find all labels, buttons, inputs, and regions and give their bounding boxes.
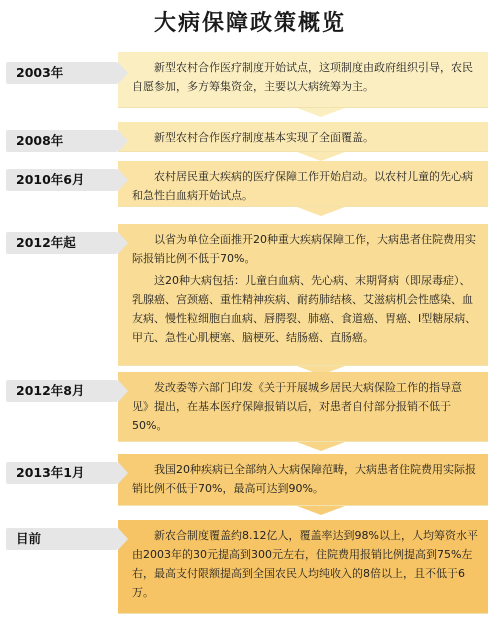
timeline-period-label: 目前 [6,528,118,550]
down-arrow-icon [297,108,345,117]
timeline-period-label: 2010年6月 [6,169,118,191]
description-paragraph: 新农合制度覆盖约8.12亿人，覆盖率达到98%以上，人均筹资水平由2003年的30元提高到300元左右，住院费用报销比例提高到75%左右，最高支付限额提高到全国农民人均纯收入的8倍以上，且不低于6万。 [132,529,478,599]
description-paragraph: 这20种大病包括：儿童白血病、先心病、末期肾病（即尿毒症）、乳腺癌、宫颈癌、重性精神疾病、耐药肺结核、艾滋病机会性感染、血友病、慢性粒细胞白血病、唇腭裂、肺癌、食道癌、胃癌、I型糖尿病、甲亢、急性心肌梗塞、脑梗死、结肠癌、直肠癌。 [132,274,477,344]
down-arrow-icon [297,207,345,216]
timeline-period-label: 2012年起 [6,232,118,254]
timeline-description [118,52,488,108]
description-paragraph: 以省为单位全面推开20种重大疾病保障工作，大病患者住院费用实际报销比例不低于70%。 [132,233,476,265]
description-paragraph: 农村居民重大疾病的医疗保障工作开始启动。以农村儿童的先心病和急性白血病开始试点。 [132,170,473,202]
timeline-period-label: 2013年1月 [6,462,118,484]
down-arrow-icon [297,442,345,451]
description-paragraph: 我国20种疾病已全部纳入大病保障范畴，大病患者住院费用实际报销比例不低于70%，最高可达到90%。 [132,463,476,495]
down-arrow-icon [297,152,345,161]
timeline-description [118,454,488,506]
description-paragraph: 新型农村合作医疗制度开始试点，这项制度由政府组织引导，农民自愿参加，多方筹集资金，主要以大病统筹为主。 [132,61,473,93]
timeline-period-label: 2008年 [6,130,118,152]
description-paragraph: 新型农村合作医疗制度基本实现了全面覆盖。 [154,131,374,144]
timeline-description [118,520,488,614]
timeline-description [118,224,488,366]
down-arrow-icon [297,506,345,515]
description-paragraph: 发改委等六部门印发《关于开展城乡居民大病保险工作的指导意见》提出，在基本医疗保障报销以后，对患者自付部分报销不低于50%。 [132,381,462,432]
timeline-period-label: 2012年8月 [6,380,118,402]
timeline-description [118,372,488,442]
page-title: 大病保障政策概览 [153,11,346,36]
timeline-period-label: 2003年 [6,62,118,84]
timeline-description [118,122,488,152]
timeline-description [118,161,488,207]
